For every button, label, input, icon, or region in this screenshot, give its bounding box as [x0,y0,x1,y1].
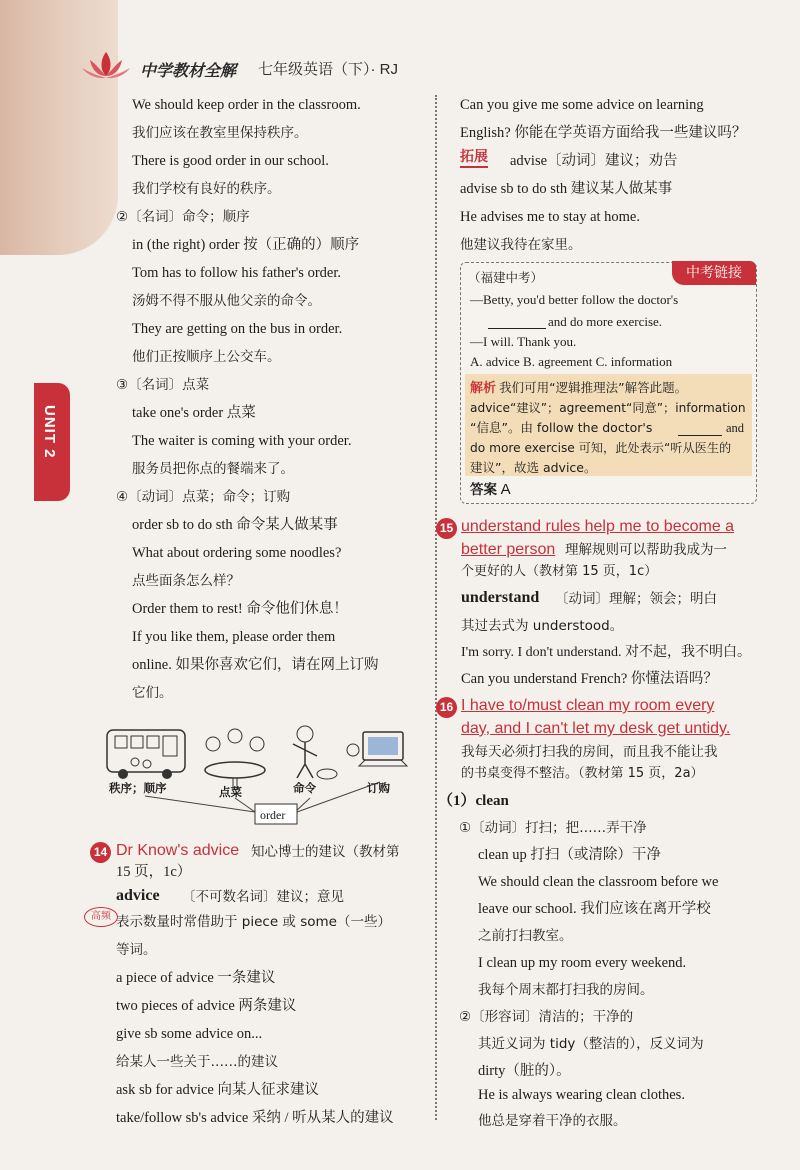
book-subtitle: 七年级英语（下）· RJ [258,61,398,78]
text-line: 我们应该在教室里保持秩序。 [132,125,308,141]
section-heading: better person [461,541,556,558]
analysis-label: 解析 [470,381,497,396]
headword: advice [116,887,160,904]
answer-label: 答案 [470,482,497,498]
text-line: Order them to rest! 命令他们休息！ [132,601,348,617]
page-header [80,48,460,84]
unit-tab [34,383,70,501]
analysis-text: “信息”。由 follow the doctor's [470,420,653,435]
text-line: He advises me to stay at home. [460,209,640,225]
analysis-text: 建议”，故选 advice。 [470,460,597,475]
sense-heading: ②〔名词〕命令；顺序 [116,209,250,225]
text-line: dirty（脏的）。 [478,1063,571,1079]
analysis-text: and [726,421,745,435]
answer-line [470,480,511,500]
text-line: online. 如果你喜欢它们，请在网上订购 [132,657,379,673]
text-line: Can you understand French? 你懂法语吗？ [461,671,718,687]
text-line: We should keep order in the classroom. [132,97,361,113]
text-line: English? 你能在学英语方面给我一些建议吗？ [460,125,747,141]
exam-question: —Betty, you'd better follow the doctor's [470,292,679,307]
illus-caption: 订购 [367,781,390,795]
text-line: 给某人一些关于……的建议 [116,1054,278,1070]
text-line: He is always wearing clean clothes. [478,1087,685,1103]
lotus-logo-icon [80,48,132,82]
sense-heading: ③〔名词〕点菜 [116,377,210,393]
headword-definition: 〔动词〕理解；领会；明白 [555,591,717,607]
text-line: 他们正按顺序上公交车。 [132,349,281,365]
section-heading-zh: 理解规则可以帮助我成为一 [565,542,727,558]
unit-tab-label: UNIT 2 [41,405,58,459]
text-line: in (the right) order 按（正确的）顺序 [132,237,360,253]
text-line: 表示数量时常借助于 piece 或 some（一些） [116,914,391,930]
illus-caption: 点菜 [219,785,242,799]
exam-question: and do more exercise. [548,314,663,329]
text-line: take/follow sb's advice 采纳 / 听从某人的建议 [116,1110,394,1126]
text-line: a piece of advice 一条建议 [116,970,276,986]
answer-blank [678,423,722,436]
analysis-text: do more exercise 可知，此处表示“听从医生的 [470,441,732,455]
section-ref: 15 页，1c） [116,864,192,880]
section-heading: understand rules help me to become a [461,518,735,535]
text-line: I'm sorry. I don't understand. 对不起，我不明白。 [461,645,751,660]
subsection-heading: （1）clean [438,793,509,809]
text-line: 的书桌变得不整洁。（教材第 15 页，2a） [461,766,704,781]
text-line: There is good order in our school. [132,153,329,169]
text-line: What about ordering some noodles? [132,545,342,561]
exam-link-tag: 中考链接 [672,261,756,285]
text-line: Can you give me some advice on learning [460,97,704,113]
analysis-text: 我们可用“逻辑推理法”解答此题。 [499,380,688,395]
text-line: We should clean the classroom before we [478,874,719,890]
sense-heading: ④〔动词〕点菜；命令；订购 [116,489,291,505]
illus-caption: 命令 [293,781,316,795]
thumb-photo-artifact [0,0,118,255]
section-number: 14 [90,842,111,863]
sense-heading: ①〔动词〕打扫；把……弄干净 [459,820,647,836]
text-line: The waiter is coming with your order. [132,433,352,449]
text-line: two pieces of advice 两条建议 [116,998,297,1014]
text-line: 其近义词为 tidy（整洁的），反义词为 [478,1036,704,1052]
illus-center-word: order [260,808,286,822]
text-line: order sb to do sth 命令某人做某事 [132,517,338,533]
section-number: 15 [436,518,457,539]
section-heading: day, and I can't let my desk get untidy. [461,720,731,737]
text-line: They are getting on the bus in order. [132,321,343,337]
headword: understand [461,589,540,606]
text-line: 它们。 [132,685,173,701]
text-line: 我每个周末都打扫我的房间。 [478,982,654,998]
section-heading-zh: 知心博士的建议（教材第 [251,844,400,860]
text-line: give sb some advice on... [116,1026,263,1042]
headword-definition: 〔不可数名词〕建议；意见 [182,889,344,905]
section-ref: 个更好的人（教材第 15 页，1c） [461,564,658,579]
text-line: 其过去式为 understood。 [461,618,624,634]
extension-label: 拓展 [460,148,488,168]
section-heading: Dr Know's advice [116,842,240,859]
text-line: Tom has to follow his father's order. [132,265,341,281]
analysis-line [470,378,687,399]
high-frequency-badge: 高频 [84,907,118,927]
illus-caption: 秩序；顺序 [109,781,167,795]
text-line: clean up 打扫（或清除）干净 [478,847,661,863]
text-line: 他总是穿着干净的衣服。 [478,1113,627,1129]
order-illustration [105,720,415,830]
answer-value: A [500,481,511,498]
section-heading: I have to/must clean my room every [461,697,715,714]
text-line: If you like them, please order them [132,629,336,645]
text-line: ask sb for advice 向某人征求建议 [116,1082,319,1098]
analysis-text: advice“建议”；agreement“同意”；information [470,401,746,415]
text-line: 他建议我待在家里。 [460,237,582,253]
exam-source: （福建中考） [468,270,544,285]
sense-heading: ②〔形容词〕清洁的；干净的 [459,1009,634,1025]
text-line: 我们学校有良好的秩序。 [132,181,281,197]
exam-question: —I will. Thank you. [470,334,577,349]
text-line: 服务员把你点的餐端来了。 [132,461,294,477]
text-line: advise〔动词〕建议；劝告 [510,153,678,169]
text-line: 点些面条怎么样？ [132,573,240,589]
text-line: I clean up my room every weekend. [478,955,687,971]
text-line: 汤姆不得不服从他父亲的命令。 [132,293,321,309]
section-number: 16 [436,697,457,718]
answer-blank [488,316,546,329]
text-line: advise sb to do sth 建议某人做某事 [460,181,673,197]
text-line: leave our school. 我们应该在离开学校 [478,901,711,917]
column-divider [435,95,437,1120]
exam-options: A. advice B. agreement C. information [470,354,673,369]
book-title: 中学教材全解 [140,63,237,80]
text-line: 等词。 [116,942,157,958]
text-line: take one's order 点菜 [132,405,256,421]
text-line: 我每天必须打扫我的房间，而且我不能让我 [461,744,718,760]
text-line: 之前打扫教室。 [478,928,573,944]
